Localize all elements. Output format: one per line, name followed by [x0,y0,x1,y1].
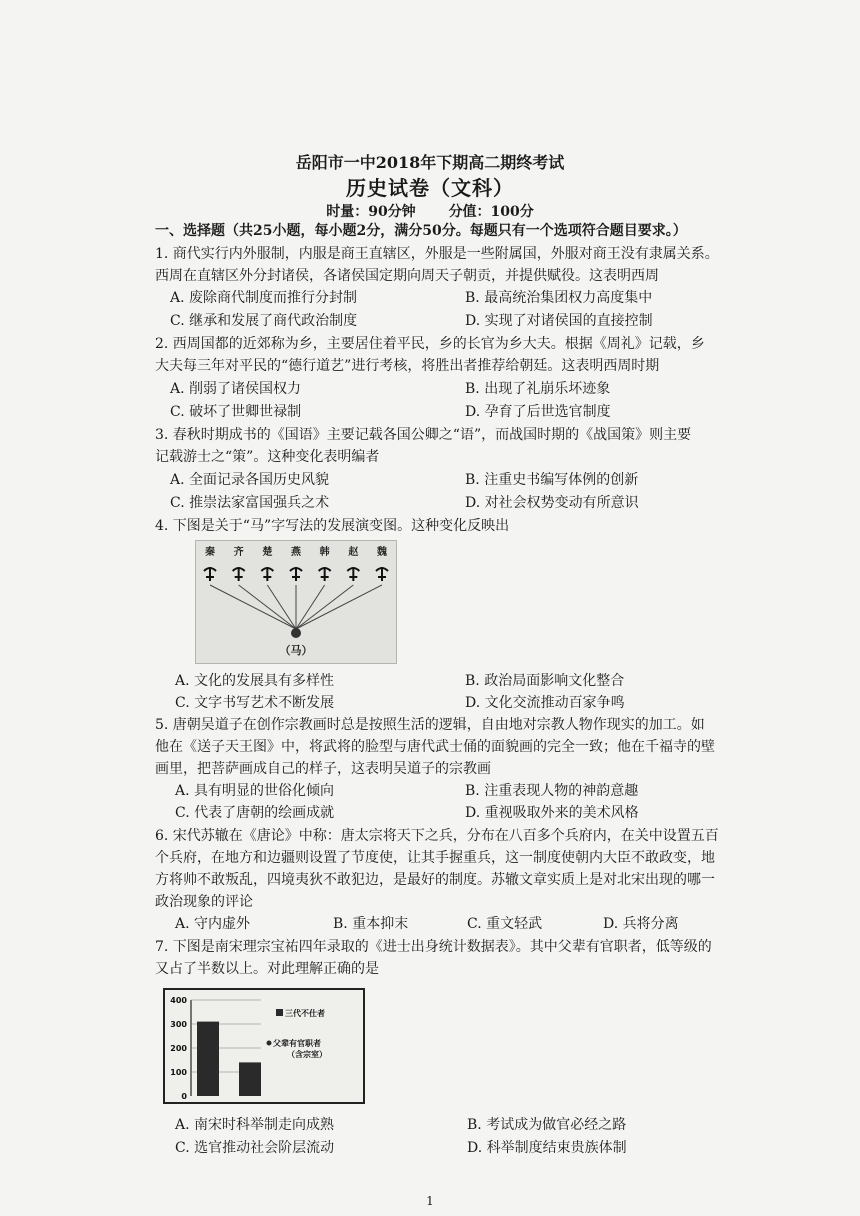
state-label: 燕 [291,547,301,558]
q2-option-a: A. 削弱了诸侯国权力 [170,381,302,397]
exam-time: 时量：90分钟 [326,204,416,220]
y-tick-label: 100 [170,1068,187,1077]
q1-stem-line: 西周在直辖区外分封诸侯，各诸侯国定期向周天子朝贡，并提供赋役。这表明西周 [155,268,659,284]
q3-option-d: D. 对社会权势变动有所意识 [465,495,639,511]
q1-option-a: A. 废除商代制度而推行分封制 [170,290,358,306]
legend-swatch [276,1009,283,1016]
root-glyph-mark [291,628,301,638]
state-label: 秦 [205,547,215,558]
q1-stem-line: 1. 商代实行内外服制，内服是商王直辖区，外服是一些附属国，外服对商王没有隶属关系。 [155,246,719,262]
q4-stem-line: 4. 下图是关于“马”字写法的发展演变图。这种变化反映出 [155,518,510,534]
q5-option-d: D. 重视吸取外来的美术风格 [465,805,639,821]
q2-stem-line: 2. 西周国都的近郊称为乡，主要居住着平民，乡的长官为乡大夫。根据《周礼》记载，乡 [155,336,705,352]
evolution-ray [210,585,296,629]
q5-option-b: B. 注重表现人物的神韵意趣 [465,783,639,799]
q1-option-c: C. 继承和发展了商代政治制度 [170,313,358,329]
evolution-ray [239,585,296,629]
evolution-ray [267,585,296,629]
exam-score: 分值：100分 [448,204,534,220]
q6-option-c: C. 重文轻武 [467,916,543,932]
bar-1 [197,1022,219,1096]
y-tick-label: 0 [181,1092,187,1101]
evolution-ray [296,585,325,629]
q4-option-d: D. 文化交流推动百家争鸣 [465,695,625,711]
q4-option-a: A. 文化的发展具有多样性 [175,673,335,689]
q7-option-c: C. 选官推动社会阶层流动 [175,1140,335,1156]
q2-option-c: C. 破坏了世卿世禄制 [170,404,302,420]
q2-stem-line: 大夫每三年对平民的“德行道艺”进行考核，将胜出者推荐给朝廷。这表明西周时期 [155,358,660,374]
q5-option-a: A. 具有明显的世俗化倾向 [175,783,335,799]
q6-option-b: B. 重本抑末 [333,916,409,932]
q7-stem-line: 又占了半数以上。对此理解正确的是 [155,961,379,977]
q6-stem-line: 6. 宋代苏辙在《唐论》中称：唐太宗将天下之兵，分布在八百多个兵府内，在关中设置五百 [155,828,719,844]
q1-option-b: B. 最高统治集团权力高度集中 [465,290,653,306]
q3-stem-line: 记载游士之“策”。这种变化表明编者 [155,449,380,465]
evolution-ray [296,585,382,629]
q3-option-b: B. 注重史书编写体例的创新 [465,472,639,488]
q7-option-a: A. 南宋时科举制走向成熟 [175,1117,335,1133]
q6-stem-line: 政治现象的评论 [155,894,253,910]
legend-entry: （含宗室） [287,1050,327,1059]
state-glyph [261,567,273,581]
legend-entry: 三代不仕者 [285,1009,325,1018]
state-glyph [290,567,302,581]
q3-option-c: C. 推崇法家富国强兵之术 [170,495,330,511]
legend-entry: 父辈有官职者 [273,1039,321,1048]
bar-2 [239,1062,261,1096]
section-heading: 一、选择题（共25小题，每小题2分，满分50分。每题只有一个选项符合题目要求。） [155,223,687,239]
exam-title: 岳阳市一中2018年下期高二期终考试 [295,153,565,172]
jinshi-statistics-chart [163,988,365,1104]
q5-stem-line: 画里，把菩萨画成自己的样子，这表明吴道子的宗教画 [155,761,491,777]
q2-option-d: D. 孕育了后世选官制度 [465,404,611,420]
q3-option-a: A. 全面记录各国历史风貌 [170,472,330,488]
q5-option-c: C. 代表了唐朝的绘画成就 [175,805,335,821]
root-glyph-label: （马） [279,644,313,657]
evolution-ray [296,585,353,629]
ma-character-evolution-figure [195,540,397,664]
q6-option-d: D. 兵将分离 [603,916,679,932]
q6-stem-line: 个兵府，在地方和边疆则设置了节度使，让其手握重兵，这一制度使朝内大臣不敢政变，地 [155,850,715,866]
q7-stem-line: 7. 下图是南宋理宗宝祐四年录取的《进士出身统计数据表》。其中父辈有官职者，低等级的 [155,939,712,955]
q3-stem-line: 3. 春秋时期成书的《国语》主要记载各国公卿之“语”，而战国时期的《战国策》则主要 [155,427,692,443]
y-tick-label: 200 [170,1044,187,1053]
q7-option-d: D. 科举制度结束贵族体制 [467,1140,627,1156]
exam-subject: 历史试卷（文科） [346,176,514,200]
exam-meta [0,201,860,221]
q6-stem-line: 方将帅不敢叛乱，四境夷狄不敢犯边，是最好的制度。苏辙文章实质上是对北宋出现的哪一 [155,872,715,888]
state-glyph [347,567,359,581]
state-glyph [204,567,216,581]
state-glyph [319,567,331,581]
state-label: 赵 [348,547,359,558]
q1-option-d: D. 实现了对诸侯国的直接控制 [465,313,653,329]
state-label: 楚 [262,547,273,558]
q4-option-b: B. 政治局面影响文化整合 [465,673,625,689]
state-glyph [233,567,245,581]
y-tick-label: 400 [170,996,187,1005]
q7-option-b: B. 考试成为做官必经之路 [467,1117,627,1133]
q6-option-a: A. 守内虚外 [175,916,251,932]
y-tick-label: 300 [170,1020,187,1029]
state-label: 齐 [233,547,244,558]
q5-stem-line: 他在《送子天王图》中，将武将的脸型与唐代武士俑的面貌画的完全一致；他在千福寺的壁 [155,739,715,755]
state-label: 魏 [377,547,387,558]
q2-option-b: B. 出现了礼崩乐坏迹象 [465,381,611,397]
state-label: 韩 [319,547,330,558]
state-glyph [376,567,388,581]
q4-option-c: C. 文字书写艺术不断发展 [175,695,335,711]
legend-swatch [267,1041,272,1046]
page-number: 1 [426,1194,434,1208]
q5-stem-line: 5. 唐朝吴道子在创作宗教画时总是按照生活的逻辑，自由地对宗教人物作现实的加工。如 [155,717,705,733]
